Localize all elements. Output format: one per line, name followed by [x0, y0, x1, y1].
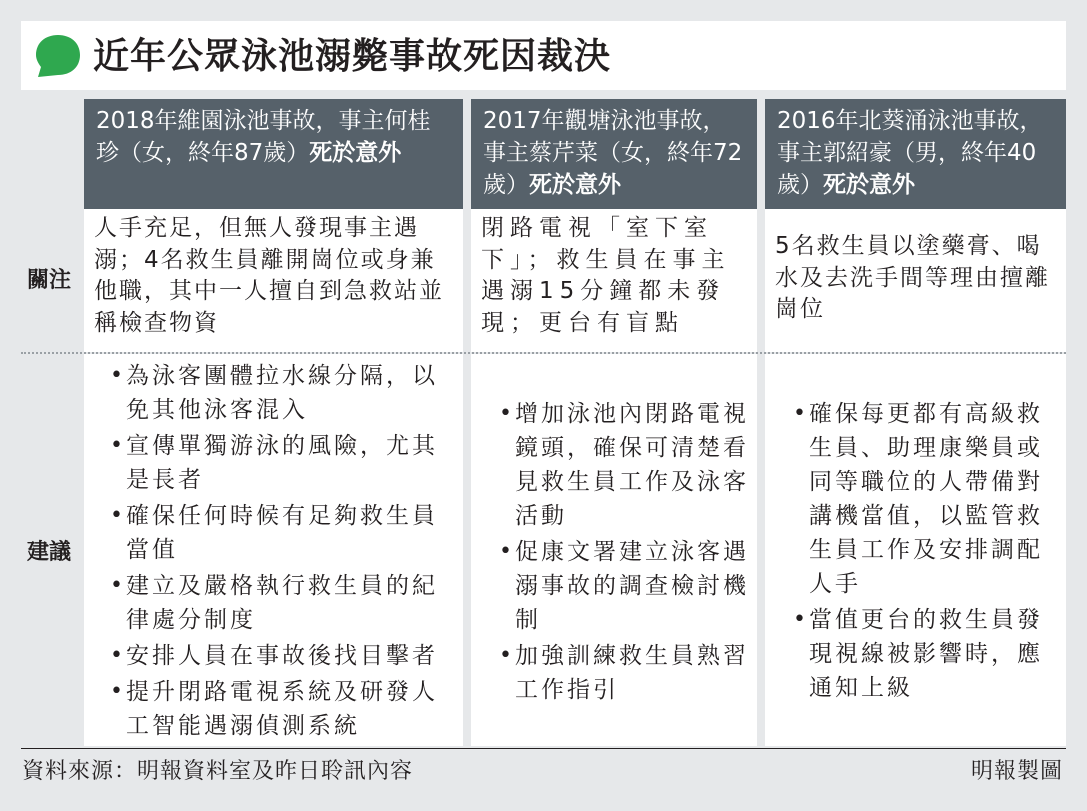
recommendation-item: • 安排人員在事故後找目擊者 [126, 639, 455, 673]
recommendation-item: • 當值更台的救生員發現視線被影響時，應通知上級 [809, 603, 1058, 705]
footer-divider [21, 748, 1066, 749]
concern-text: 5名救生員以塗藥膏、喝水及去洗手間等理由擅離崗位 [775, 233, 1050, 322]
recommendation-item: • 加強訓練救生員熟習工作指引 [515, 639, 749, 707]
concern-text: 人手充足，但無人發現事主遇溺；4名救生員離開崗位或身兼他職，其中一人擅自到急救站並稱檢查物資 [94, 215, 444, 336]
row-label-recommendation: 建議 [26, 540, 71, 565]
recommendation-item: • 增加泳池內閉路電視鏡頭，確保可清楚看見救生員工作及泳客活動 [515, 397, 749, 533]
recommendation-item: • 為泳客團體拉水線分隔，以免其他泳客混入 [126, 359, 455, 427]
column-header-text: 2016年北葵涌泳池事故，事主郭紹豪（男，終年40歲） [777, 108, 1043, 198]
column-header-2017 [471, 99, 757, 209]
concern-cell-2016 [765, 209, 1066, 352]
recommendation-cell-2017 [471, 354, 757, 746]
recommendation-list [84, 359, 463, 743]
column-header-2018 [84, 99, 463, 209]
recommendation-item: • 建立及嚴格執行救生員的紀律處分制度 [126, 569, 455, 637]
column-header-2016 [765, 99, 1066, 209]
column-header-verdict: 死於意外 [823, 172, 915, 198]
concern-cell-2018 [84, 209, 463, 352]
recommendation-cell-2016 [765, 354, 1066, 746]
column-header-verdict: 死於意外 [529, 172, 621, 198]
speech-bubble-icon [35, 34, 81, 78]
title-bar [21, 21, 1066, 90]
row-label-concern: 關注 [26, 268, 71, 293]
column-header-verdict: 死於意外 [309, 140, 402, 166]
graphic-credit: 明報製圖 [970, 759, 1063, 784]
concern-cell-2017 [471, 209, 757, 352]
source-note: 資料來源：明報資料室及昨日聆訊內容 [22, 759, 414, 784]
recommendation-item: • 確保每更都有高級救生員、助理康樂員或同等職位的人帶備對講機當值，以監管救生員工作及安排調配人手 [809, 397, 1058, 601]
recommendation-item: • 確保任何時候有足夠救生員當值 [126, 499, 455, 567]
recommendation-item: • 宣傳單獨游泳的風險，尤其是長者 [126, 429, 455, 497]
concern-text: 閉路電視「室下室下」；救生員在事主遇溺15分鐘都未發現；更台有盲點 [481, 215, 731, 336]
column-header-text: 2018年維園泳池事故，事主何桂珍（女，終年87歲） [96, 108, 431, 166]
recommendation-list [471, 397, 757, 707]
recommendation-item: • 促康文署建立泳客遇溺事故的調查檢討機制 [515, 535, 749, 637]
recommendation-list [765, 397, 1066, 705]
recommendation-cell-2018 [84, 354, 463, 746]
column-header-text: 2017年觀塘泳池事故，事主蔡芹菜（女，終年72歲） [483, 108, 743, 198]
recommendation-item: • 提升閉路電視系統及研發人工智能遇溺偵測系統 [126, 675, 455, 743]
page-title: 近年公眾泳池溺斃事故死因裁決 [93, 35, 612, 77]
